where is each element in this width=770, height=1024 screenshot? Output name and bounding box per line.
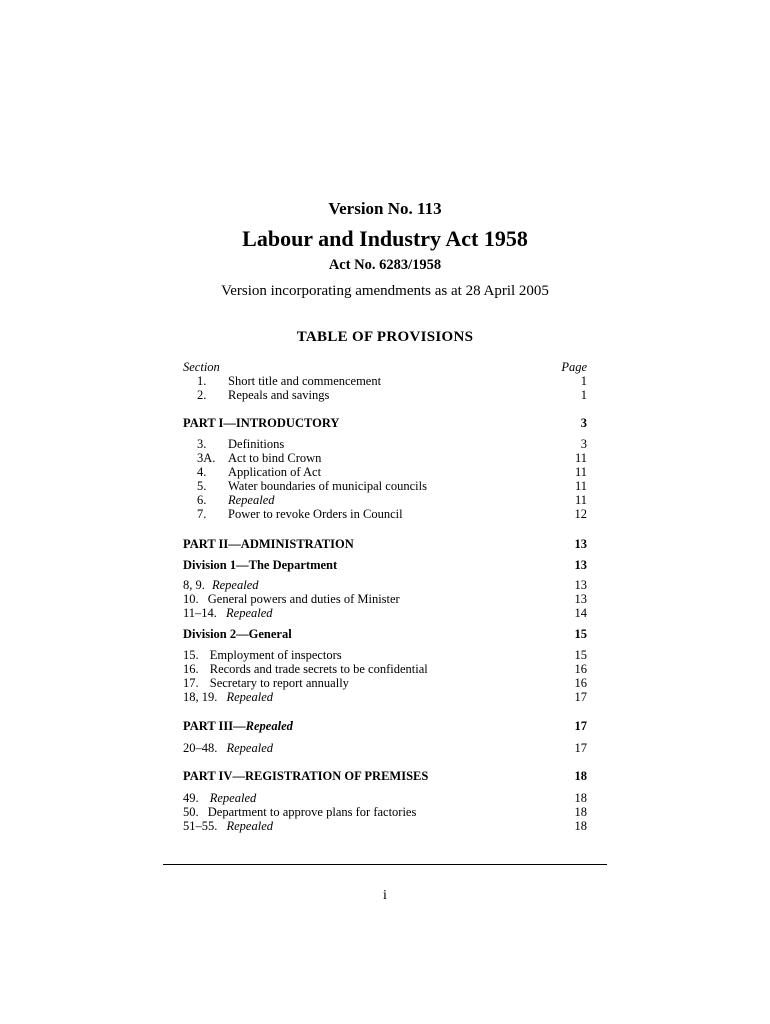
toc-entry[interactable] — [183, 507, 587, 522]
entry-page: 14 — [574, 606, 587, 620]
part-title: PART II—ADMINISTRATION — [183, 537, 354, 551]
entry-title: Definitions — [228, 437, 285, 451]
part-heading[interactable] — [183, 537, 587, 552]
entry-page: 18 — [574, 805, 587, 819]
division-page: 15 — [574, 627, 587, 641]
toc-entry[interactable] — [183, 374, 587, 389]
toc-entry[interactable] — [183, 465, 587, 480]
entry-page: 12 — [574, 507, 587, 521]
entry-title: Repealed — [209, 791, 257, 805]
toc-entry[interactable] — [183, 437, 587, 452]
entry-page: 17 — [574, 690, 587, 704]
entry-number: 49. — [183, 791, 199, 805]
toc-entry[interactable] — [183, 479, 587, 494]
entry-page: 15 — [574, 648, 587, 662]
entry-title: Repealed — [226, 690, 274, 704]
toc-entry[interactable] — [183, 493, 587, 508]
act-number: Act No. 6283/1958 — [328, 257, 442, 273]
toc-entry[interactable] — [183, 606, 587, 621]
part-heading[interactable] — [183, 719, 587, 734]
division-title: Division 1—The Department — [183, 558, 338, 572]
entry-number: 4. — [197, 465, 207, 479]
toc-title: TABLE OF PROVISIONS — [296, 329, 474, 345]
entry-title: Repealed — [226, 741, 274, 755]
entry-number: 50. — [183, 805, 199, 819]
entry-page: 11 — [574, 465, 587, 479]
entry-page: 17 — [574, 741, 587, 755]
part-title: PART III— — [183, 719, 246, 733]
entry-page: 13 — [574, 592, 587, 606]
entry-number: 16. — [183, 662, 199, 676]
entry-title: Short title and commencement — [228, 374, 382, 388]
entry-number: 6. — [197, 493, 207, 507]
part-page: 3 — [580, 416, 587, 430]
entry-title: Repealed — [212, 578, 259, 592]
toc-entry[interactable] — [183, 676, 587, 691]
entry-page: 11 — [574, 451, 587, 465]
entry-title: General powers and duties of Minister — [207, 592, 400, 606]
entry-number: 5. — [197, 479, 207, 493]
toc-entry[interactable] — [183, 388, 587, 403]
entry-title: Power to revoke Orders in Council — [228, 507, 403, 521]
part-page: 17 — [574, 719, 587, 733]
entry-number: 3A. — [197, 451, 216, 465]
act-title: Labour and Industry Act 1958 — [242, 226, 528, 251]
entry-page: 13 — [574, 578, 587, 592]
toc-entry[interactable] — [183, 741, 587, 756]
toc-entry[interactable] — [183, 648, 587, 663]
entry-title: Water boundaries of municipal councils — [228, 479, 427, 493]
entry-title: Department to approve plans for factories — [207, 805, 417, 819]
entry-number: 18, 19. — [183, 690, 218, 704]
entry-number: 11–14. — [183, 606, 217, 620]
part-title-repealed: Repealed — [245, 719, 293, 733]
entry-title: Repealed — [226, 606, 273, 620]
toc-entry[interactable] — [183, 791, 587, 806]
toc-entry[interactable] — [183, 662, 587, 677]
amendment-note: Version incorporating amendments as at 28 April 2005 — [221, 283, 549, 299]
entry-title: Repeals and savings — [228, 388, 330, 402]
entry-page: 1 — [580, 388, 587, 402]
entry-number: 8, 9. — [183, 578, 205, 592]
entry-page: 16 — [574, 676, 587, 690]
entry-page: 18 — [574, 791, 587, 805]
part-title: PART IV—REGISTRATION OF PREMISES — [183, 769, 429, 783]
part-heading[interactable] — [183, 769, 587, 784]
section-label: Section — [183, 360, 220, 374]
page-label: Page — [561, 360, 587, 374]
entry-page: 3 — [580, 437, 587, 451]
division-page: 13 — [574, 558, 587, 572]
entry-page: 11 — [574, 493, 587, 507]
entry-title: Records and trade secrets to be confidential — [209, 662, 428, 676]
entry-number: 20–48. — [183, 741, 218, 755]
toc-entry[interactable] — [183, 592, 587, 607]
part-page: 18 — [574, 769, 587, 783]
toc-entry[interactable] — [183, 578, 587, 593]
entry-number: 10. — [183, 592, 199, 606]
entry-number: 51–55. — [183, 819, 218, 833]
division-heading[interactable] — [183, 627, 587, 642]
toc-entry[interactable] — [183, 690, 587, 705]
toc-entry[interactable] — [183, 819, 587, 834]
entry-title: Repealed — [226, 819, 274, 833]
part-title: PART I—INTRODUCTORY — [183, 416, 340, 430]
entry-number: 2. — [197, 388, 207, 402]
footer-rule — [163, 864, 607, 865]
entry-title: Secretary to report annually — [209, 676, 349, 690]
toc-entry[interactable] — [183, 805, 587, 820]
toc-entry[interactable] — [183, 451, 587, 466]
page-number: i — [383, 888, 387, 903]
entry-title: Application of Act — [228, 465, 322, 479]
entry-title: Employment of inspectors — [209, 648, 342, 662]
part-page: 13 — [574, 537, 587, 551]
part-heading[interactable] — [183, 416, 587, 431]
toc-column-headers — [183, 360, 587, 375]
entry-number: 1. — [197, 374, 207, 388]
entry-title: Repealed — [228, 493, 275, 507]
entry-page: 11 — [574, 479, 587, 493]
entry-number: 3. — [197, 437, 207, 451]
version-number: Version No. 113 — [328, 199, 442, 218]
entry-page: 1 — [580, 374, 587, 388]
entry-number: 15. — [183, 648, 199, 662]
entry-number: 17. — [183, 676, 199, 690]
entry-page: 16 — [574, 662, 587, 676]
division-title: Division 2—General — [183, 627, 292, 641]
entry-title: Act to bind Crown — [228, 451, 322, 465]
entry-number: 7. — [197, 507, 207, 521]
division-heading[interactable] — [183, 558, 587, 573]
entry-page: 18 — [574, 819, 587, 833]
